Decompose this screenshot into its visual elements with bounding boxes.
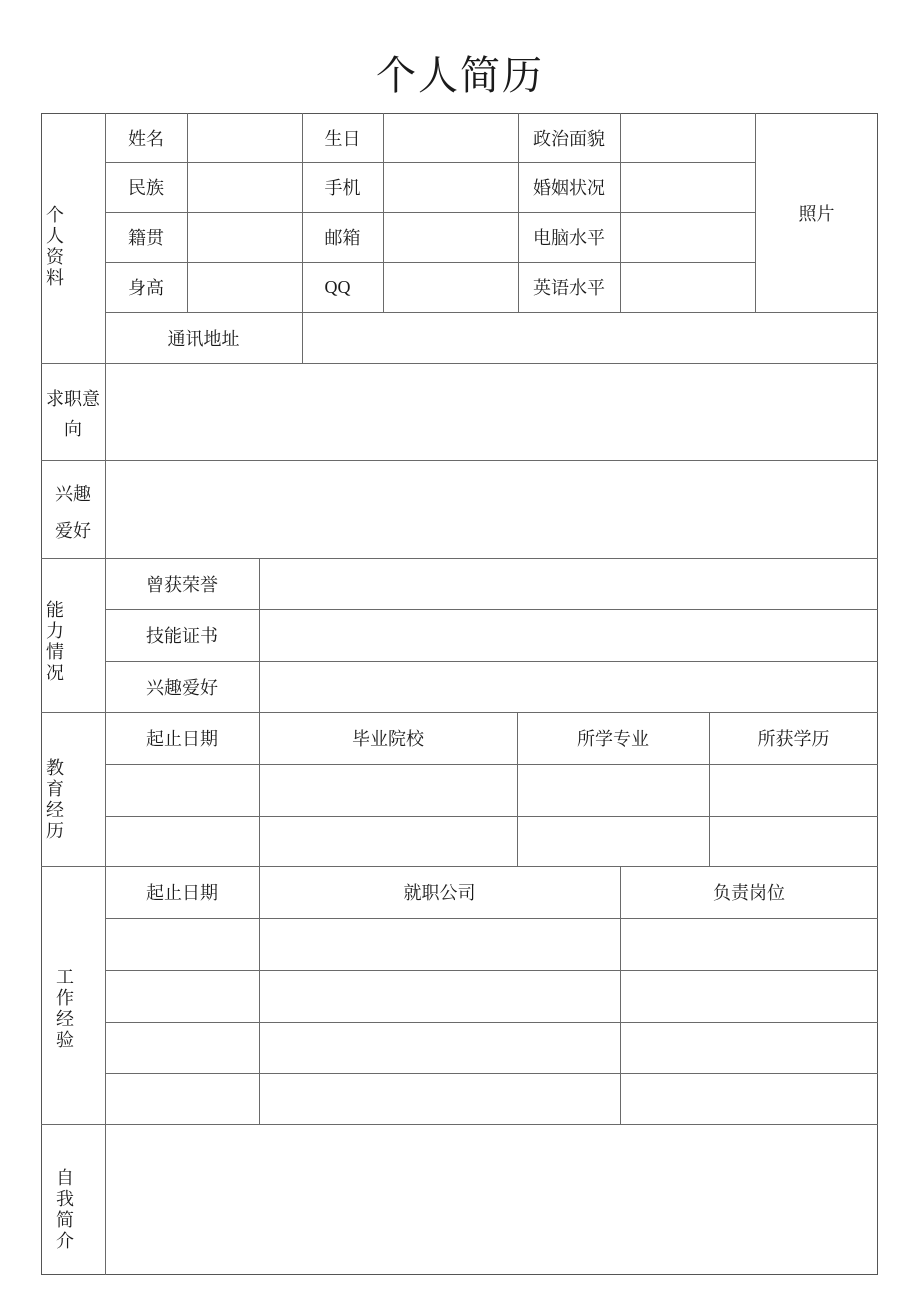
work-header-dates: 起止日期 (146, 883, 218, 904)
section-label-job-intent: 求职意 向 (46, 389, 100, 440)
input-interests[interactable] (260, 662, 877, 711)
edu-row[interactable] (106, 765, 877, 815)
section-label-personal: 个 人 资 料 (46, 205, 64, 289)
work-row[interactable] (106, 971, 877, 1021)
edu-header-school: 毕业院校 (352, 729, 424, 750)
edu-row[interactable] (106, 817, 877, 865)
label-email: 邮箱 (324, 228, 361, 249)
work-header-position: 负责岗位 (713, 883, 785, 904)
input-honors[interactable] (260, 559, 877, 608)
edu-header-dates: 起止日期 (146, 729, 218, 750)
work-header-company: 就职公司 (403, 883, 476, 904)
label-birthday: 生日 (324, 128, 361, 150)
edu-header-major: 所学专业 (577, 729, 649, 750)
page-title: 个人简历 (376, 53, 544, 99)
input-job-intent[interactable] (106, 364, 877, 459)
input-qq[interactable] (384, 263, 517, 311)
label-computer-level: 电脑水平 (533, 228, 605, 249)
section-label-ability: 能 力 情 况 (46, 600, 64, 684)
input-ethnicity[interactable] (188, 163, 301, 211)
section-label-self-intro: 自 我 简 介 (56, 1168, 74, 1252)
input-political-status[interactable] (621, 114, 754, 161)
input-marital-status[interactable] (621, 163, 754, 211)
work-row[interactable] (106, 919, 877, 969)
input-birthday[interactable] (384, 114, 517, 161)
label-marital-status: 婚姻状况 (533, 178, 605, 199)
input-native-place[interactable] (188, 213, 301, 261)
label-political-status: 政治面貌 (533, 128, 605, 150)
label-height: 身高 (128, 278, 164, 299)
work-row[interactable] (106, 1074, 877, 1123)
label-certificates: 技能证书 (146, 626, 218, 647)
input-certificates[interactable] (260, 610, 877, 660)
section-label-work: 工 作 经 验 (56, 967, 74, 1051)
input-computer-level[interactable] (621, 213, 754, 261)
label-qq: QQ (324, 276, 351, 297)
input-email[interactable] (384, 213, 517, 261)
input-english-level[interactable] (621, 263, 754, 311)
input-address[interactable] (303, 313, 877, 362)
photo-box[interactable]: 照片 (798, 203, 835, 225)
label-interests: 兴趣爱好 (146, 677, 218, 699)
work-row[interactable] (106, 1023, 877, 1072)
label-native-place: 籍贯 (128, 228, 164, 249)
section-label-education: 教 育 经 历 (46, 758, 64, 842)
label-mobile: 手机 (324, 178, 361, 199)
input-hobbies[interactable] (106, 461, 877, 557)
section-label-hobbies: 兴趣 爱好 (55, 484, 91, 542)
input-height[interactable] (188, 263, 301, 311)
label-english-level: 英语水平 (533, 278, 605, 299)
label-address: 通讯地址 (167, 328, 240, 350)
label-ethnicity: 民族 (128, 178, 164, 199)
label-honors: 曾获荣誉 (146, 574, 218, 596)
input-self-intro[interactable] (106, 1125, 877, 1273)
input-name[interactable] (188, 114, 301, 161)
label-name: 姓名 (128, 128, 164, 150)
input-mobile[interactable] (384, 163, 517, 211)
edu-header-degree: 所获学历 (757, 729, 830, 750)
